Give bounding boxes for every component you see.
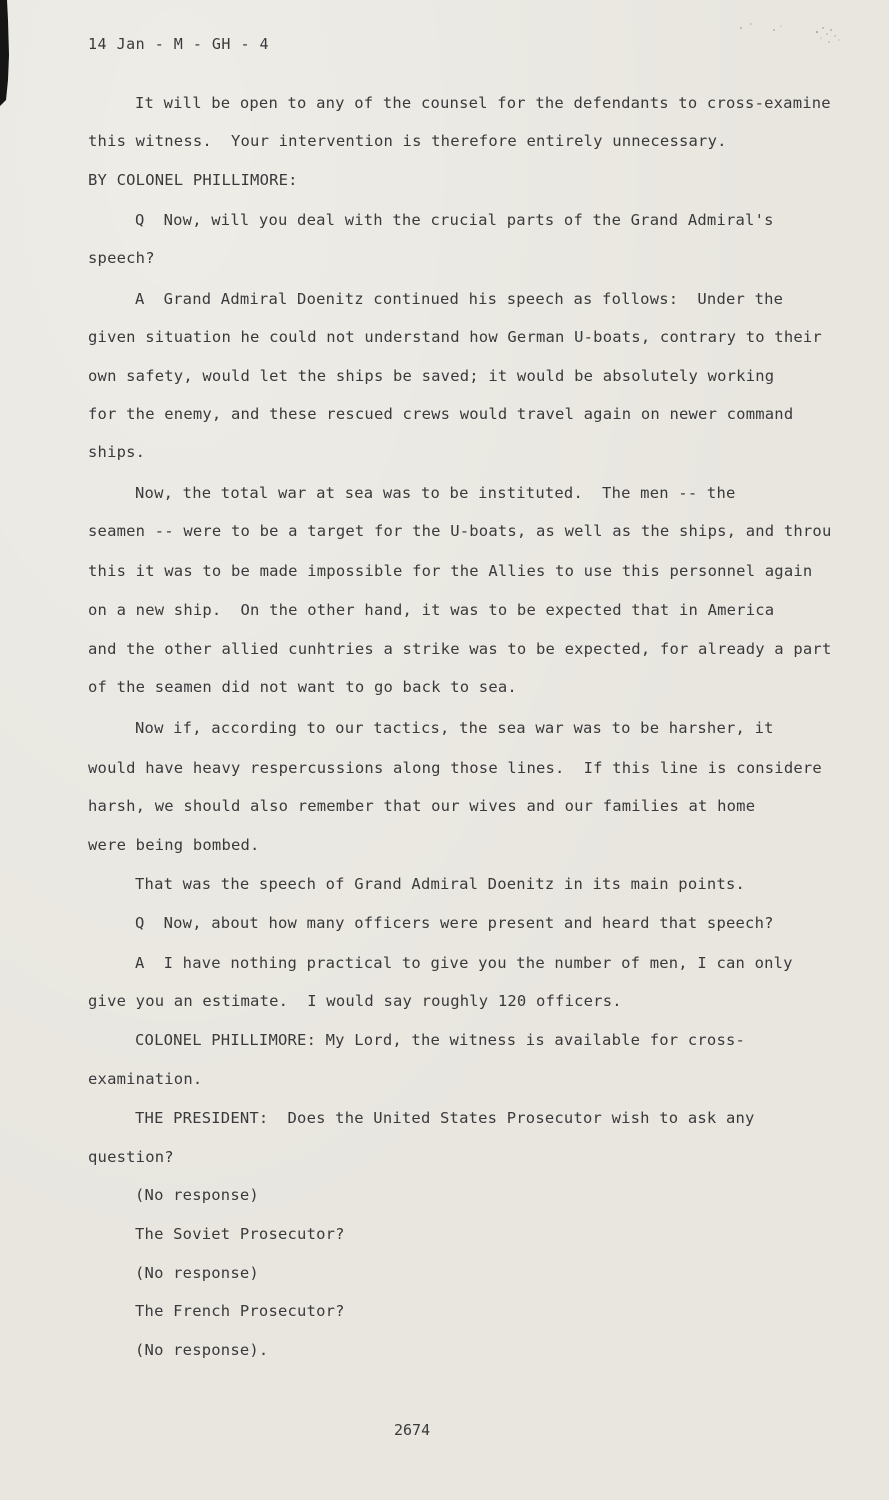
text-line: of the seamen did not want to go back to sea. — [88, 678, 517, 696]
text-line: give you an estimate. I would say roughly 120 officers. — [88, 992, 622, 1010]
text-line: own safety, would let the ships be saved; it would be absolutely working — [88, 367, 775, 385]
text-line: Now, the total war at sea was to be instituted. The men -- the — [135, 484, 736, 502]
page-number: 2674 — [394, 1421, 431, 1439]
text-line: would have heavy respercussions along those lines. If this line is considere — [88, 759, 822, 777]
text-line: given situation he could not understand how German U-boats, contrary to their — [88, 328, 822, 346]
text-line: for the enemy, and these rescued crews would travel again on newer command — [88, 405, 794, 423]
text-line: this witness. Your intervention is therefore entirely unnecessary. — [88, 132, 727, 150]
text-line: seamen -- were to be a target for the U-boats, as well as the ships, and throu — [88, 522, 832, 540]
text-line: question? — [88, 1148, 174, 1166]
binding-edge-mark — [0, 0, 10, 110]
text-line: A Grand Admiral Doenitz continued his speech as follows: Under the — [135, 290, 784, 308]
text-line: were being bombed. — [88, 836, 260, 854]
document-reference: 14 Jan - M - GH - 4 — [88, 35, 270, 53]
text-line: examination. — [88, 1070, 203, 1088]
text-line: Now if, according to our tactics, the sea war was to be harsher, it — [135, 719, 774, 737]
text-line: harsh, we should also remember that our wives and our families at home — [88, 797, 756, 815]
text-line: (No response) — [135, 1264, 259, 1282]
text-line: (No response). — [135, 1341, 269, 1359]
text-line: It will be open to any of the counsel for the defendants to cross-examine — [135, 94, 831, 112]
text-line: ships. — [88, 443, 146, 461]
speaker-heading: BY COLONEL PHILLIMORE: — [88, 171, 298, 189]
text-line: COLONEL PHILLIMORE: My Lord, the witness is available for cross- — [135, 1031, 746, 1049]
text-line: That was the speech of Grand Admiral Doenitz in its main points. — [135, 875, 746, 893]
text-line: Q Now, will you deal with the crucial parts of the Grand Admiral's — [135, 211, 774, 229]
text-line: The Soviet Prosecutor? — [135, 1225, 345, 1243]
text-line: A I have nothing practical to give you the number of men, I can only — [135, 954, 793, 972]
text-line: on a new ship. On the other hand, it was to be expected that in America — [88, 601, 775, 619]
text-line: and the other allied cunhtries a strike was to be expected, for already a part — [88, 640, 832, 658]
text-line: Q Now, about how many officers were present and heard that speech? — [135, 914, 774, 932]
text-line: (No response) — [135, 1186, 259, 1204]
text-line: speech? — [88, 249, 155, 267]
text-line: The French Prosecutor? — [135, 1302, 345, 1320]
text-line: this it was to be made impossible for the Allies to use this personnel again — [88, 562, 813, 580]
text-line: THE PRESIDENT: Does the United States Prosecutor wish to ask any — [135, 1109, 755, 1127]
paper-specks — [729, 18, 849, 58]
